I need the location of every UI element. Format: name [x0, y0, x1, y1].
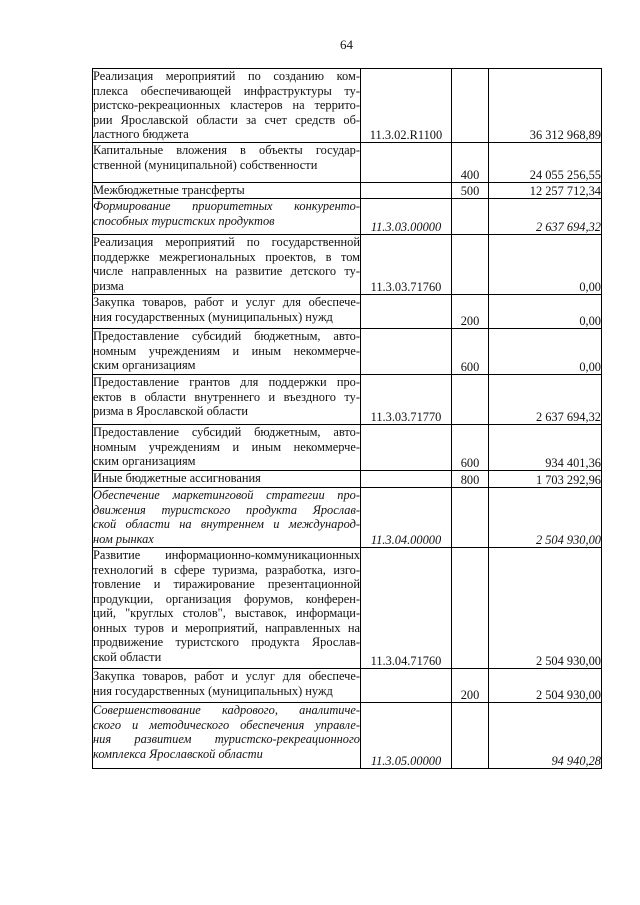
item-name-line: ния государственных (муниципальных) нужд	[93, 683, 333, 698]
item-name-line: ном рынках	[93, 531, 154, 546]
budget-table-body	[93, 69, 602, 769]
item-name-line: Формирование приоритетных конкуренто-	[93, 199, 360, 213]
item-name-line: онных туров и мероприятий, направленных на	[93, 620, 360, 635]
amount-cell: 2 504 930,00	[489, 488, 602, 548]
item-name-line: продукции, организация форумов, конферен-	[93, 591, 360, 606]
item-name-cell	[93, 199, 361, 235]
item-name-line: номным учреждениям и иным некоммерче-	[93, 343, 360, 358]
target-code-cell	[361, 471, 452, 488]
amount-cell: 94 940,28	[489, 703, 602, 769]
target-code-cell: 11.3.02.R1100	[361, 69, 452, 143]
item-name-line: ния развитием туристско-рекреационного	[93, 732, 360, 746]
amount-cell: 2 504 930,00	[489, 548, 602, 669]
item-name-cell	[93, 235, 361, 295]
item-name-line: ской области	[93, 649, 162, 664]
amount-cell: 1 703 292,96	[489, 471, 602, 488]
amount-cell: 0,00	[489, 295, 602, 329]
item-name-line: ского и методического обеспечения управле-	[93, 717, 360, 732]
item-name-line: Иные бюджетные ассигнования	[93, 471, 261, 485]
target-code-cell: 11.3.03.00000	[361, 199, 452, 235]
item-name-line: ций, "круглых столов", выставок, информаци-	[93, 606, 360, 620]
item-name-line: ризма в Ярославской области	[93, 404, 249, 418]
item-name-line: ским организациям	[93, 358, 196, 372]
item-name-cell	[93, 183, 361, 199]
table-row	[93, 548, 602, 669]
amount-cell: 2 504 930,00	[489, 669, 602, 703]
item-name-cell	[93, 471, 361, 488]
item-name-cell	[93, 669, 361, 703]
item-name-line: Закупка товаров, работ и услуг для обеспече-	[93, 295, 360, 309]
item-name-cell	[93, 329, 361, 375]
item-name-line: ластного бюджета	[93, 127, 189, 141]
table-row	[93, 471, 602, 488]
target-code-cell: 11.3.04.71760	[361, 548, 452, 669]
item-name-line: ния государственных (муниципальных) нужд	[93, 309, 333, 324]
expense-type-cell	[452, 548, 489, 669]
item-name-line: Капитальные вложения в объекты государ-	[93, 143, 360, 157]
item-name-line: движения туристского продукта Ярослав-	[93, 502, 360, 517]
table-row	[93, 69, 602, 143]
table-row	[93, 143, 602, 183]
item-name-line: ской области на внутреннем и международ-	[93, 517, 360, 531]
target-code-cell	[361, 183, 452, 199]
item-name-line: Реализация мероприятий по государственной	[93, 235, 360, 249]
item-name-line: Обеспечение маркетинговой стратегии про-	[93, 488, 360, 502]
item-name-line: продвижение туристского продукта Ярослав-	[93, 635, 360, 649]
expense-type-cell	[452, 488, 489, 548]
item-name-line: поддержке межрегиональных проектов, в том	[93, 249, 360, 264]
expense-type-cell	[452, 69, 489, 143]
item-name-cell	[93, 295, 361, 329]
amount-cell: 36 312 968,89	[489, 69, 602, 143]
expense-type-cell: 500	[452, 183, 489, 199]
amount-cell: 2 637 694,32	[489, 199, 602, 235]
target-code-cell: 11.3.03.71760	[361, 235, 452, 295]
target-code-cell: 11.3.05.00000	[361, 703, 452, 769]
item-name-cell	[93, 548, 361, 669]
table-row	[93, 295, 602, 329]
item-name-line: Реализация мероприятий по созданию ком-	[93, 69, 360, 83]
target-code-cell: 11.3.03.71770	[361, 375, 452, 425]
item-name-line: Развитие информационно-коммуникационных	[93, 548, 360, 562]
item-name-line: числе направленных на развитие детского ту-	[93, 264, 360, 278]
expense-type-cell	[452, 375, 489, 425]
item-name-cell	[93, 488, 361, 548]
item-name-line: Совершенствование кадрового, аналитиче-	[93, 703, 360, 717]
item-name-line: номным учреждениям и иным некоммерче-	[93, 439, 360, 454]
expense-type-cell	[452, 199, 489, 235]
item-name-cell	[93, 375, 361, 425]
expense-type-cell: 200	[452, 669, 489, 703]
item-name-line: Предоставление грантов для поддержки про-	[93, 375, 360, 389]
item-name-line: рии Ярославской области за счет средств об-	[93, 112, 360, 127]
table-row	[93, 488, 602, 548]
expense-type-cell	[452, 235, 489, 295]
item-name-cell	[93, 69, 361, 143]
target-code-cell	[361, 295, 452, 329]
item-name-line: Закупка товаров, работ и услуг для обеспече-	[93, 669, 360, 683]
target-code-cell	[361, 143, 452, 183]
item-name-line: ризма	[93, 278, 124, 293]
item-name-line: Предоставление субсидий бюджетным, авто-	[93, 329, 360, 343]
item-name-cell	[93, 143, 361, 183]
item-name-line: способных туристских продуктов	[93, 213, 275, 228]
item-name-line: комплекса Ярославской области	[93, 746, 263, 761]
target-code-cell: 11.3.04.00000	[361, 488, 452, 548]
target-code-cell	[361, 669, 452, 703]
table-row	[93, 183, 602, 199]
target-code-cell	[361, 425, 452, 471]
table-row	[93, 375, 602, 425]
expense-type-cell: 800	[452, 471, 489, 488]
table-row	[93, 199, 602, 235]
expense-type-cell: 400	[452, 143, 489, 183]
table-row	[93, 425, 602, 471]
item-name-line: Межбюджетные трансферты	[93, 183, 245, 197]
table-row	[93, 235, 602, 295]
expense-type-cell: 200	[452, 295, 489, 329]
item-name-line: плекса обеспечивающей инфраструктуры ту-	[93, 83, 360, 98]
item-name-line: ектов в области внутреннего и въездного ту-	[93, 389, 360, 404]
expense-type-cell: 600	[452, 329, 489, 375]
amount-cell: 24 055 256,55	[489, 143, 602, 183]
expense-type-cell: 600	[452, 425, 489, 471]
expense-type-cell	[452, 703, 489, 769]
amount-cell: 934 401,36	[489, 425, 602, 471]
amount-cell: 2 637 694,32	[489, 375, 602, 425]
table-row	[93, 329, 602, 375]
amount-cell: 0,00	[489, 235, 602, 295]
item-name-line: ственной (муниципальной) собственности	[93, 157, 318, 172]
amount-cell: 12 257 712,34	[489, 183, 602, 199]
table-row	[93, 703, 602, 769]
item-name-line: ристско-рекреационных кластеров на террито-	[93, 98, 360, 112]
item-name-line: технологий в сфере туризма, разработка, изго-	[93, 562, 360, 577]
table-row	[93, 669, 602, 703]
item-name-line: Предоставление субсидий бюджетным, авто-	[93, 425, 360, 439]
budget-table	[92, 68, 602, 769]
item-name-cell	[93, 425, 361, 471]
amount-cell: 0,00	[489, 329, 602, 375]
item-name-line: ским организациям	[93, 454, 196, 468]
page-number: 64	[340, 37, 353, 52]
item-name-line: товление и тиражирование презентационной	[93, 577, 360, 591]
item-name-cell	[93, 703, 361, 769]
target-code-cell	[361, 329, 452, 375]
